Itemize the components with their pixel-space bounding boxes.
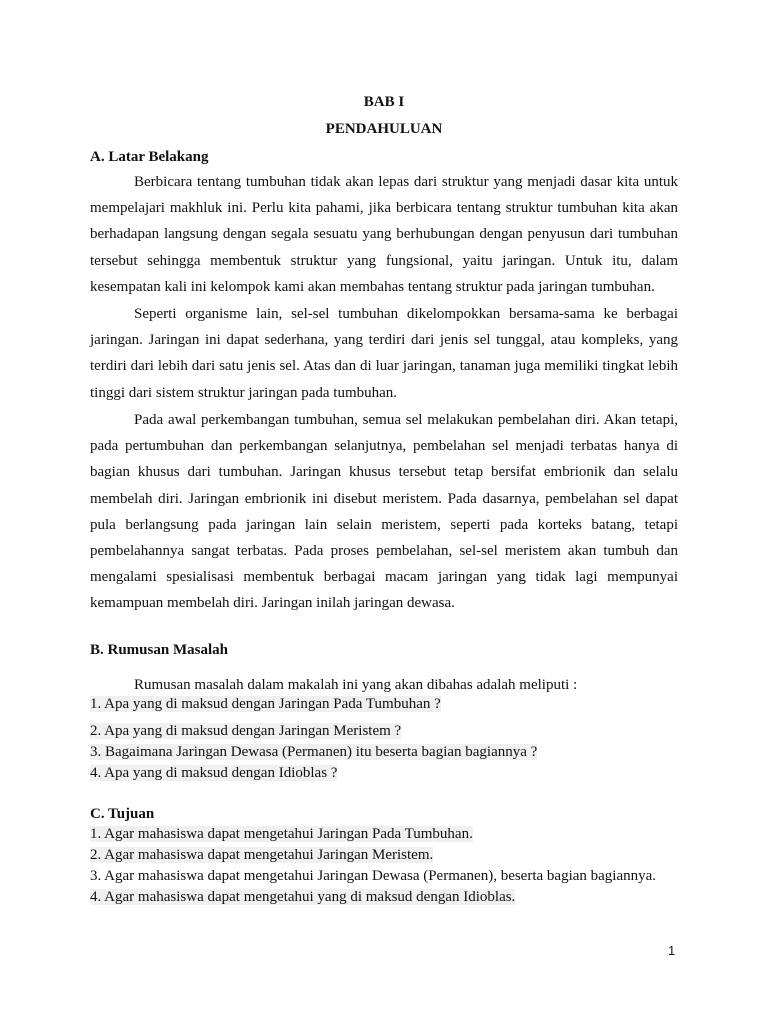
chapter-title: PENDAHULUAN	[325, 121, 443, 137]
paragraph-1: Berbicara tentang tumbuhan tidak akan lepas dari struktur yang menjadi dasar kita untuk mempelajari makhluk ini. Perlu kita pahami, jika berbicara tentang struktur tumbuhan kita akan berhadapan langsung dengan segala sesuatu yang berhubungan dengan penyusun dari tumbuhan tersebut sehingga membentuk struktur yang fungsional, yaitu jaringan. Untuk itu, dalam kesempatan kali ini kelompok kami akan membahas tentang struktur pada jaringan tumbuhan.	[90, 174, 678, 295]
chapter-number: BAB I	[363, 94, 405, 110]
rumusan-item-2	[90, 722, 401, 740]
rumusan-item-1	[90, 695, 441, 713]
rumusan-item-3	[90, 743, 537, 761]
section-c-heading: C. Tujuan	[90, 806, 155, 822]
paragraph-2: Seperti organisme lain, sel-sel tumbuhan dikelompokkan bersama-sama ke berbagai jaringan. Jaringan ini dapat sederhana, yang terdiri dari jenis sel tunggal, atau kompleks, yang terdiri dari lebih dari satu jenis sel. Atas dan di luar jaringan, tanaman juga memiliki tingkat lebih tinggi dari sistem struktur jaringan pada tumbuhan.	[90, 306, 678, 401]
tujuan-item-3-text: 3. Agar mahasiswa dapat mengetahui Jaringan Dewasa (Permanen), beserta bagian bagiannya.	[90, 868, 657, 884]
rumusan-item-4-text: 4. Apa yang di maksud dengan Idioblas ?	[90, 765, 338, 781]
paragraph-3: Pada awal perkembangan tumbuhan, semua sel melakukan pembelahan diri. Akan tetapi, pada pertumbuhan dan perkembangan selanjutnya, pembelahan sel menjadi terbatas hanya di bagian khusus dari tumbuhan. Jaringan khusus tersebut tetap bersifat embrionik dan selalu membelah diri. Jaringan embrionik ini disebut meristem. Pada dasarnya, pembelahan sel dapat pula berlangsung pada jaringan lain selain meristem, seperti pada korteks batang, tetapi pembelahannya sangat terbatas. Pada proses pembelahan, sel-sel meristem akan tumbuh dan mengalami spesialisasi membentuk berbagai macam jaringan yang tidak lagi mempunyai kemampuan membelah diri. Jaringan inilah jaringan dewasa.	[90, 412, 678, 612]
rumusan-item-2-text: 2. Apa yang di maksud dengan Jaringan Meristem ?	[90, 723, 402, 739]
rumusan-item-4	[90, 764, 337, 782]
tujuan-item-2	[90, 846, 433, 864]
tujuan-item-1-text: 1. Agar mahasiswa dapat mengetahui Jaringan Pada Tumbuhan.	[90, 826, 473, 842]
rumusan-intro: Rumusan masalah dalam makalah ini yang akan dibahas adalah meliputi :	[134, 677, 578, 693]
rumusan-item-3-text: 3. Bagaimana Jaringan Dewasa (Permanen) itu beserta bagian bagiannya ?	[90, 744, 538, 760]
tujuan-item-3	[90, 867, 656, 885]
section-b-heading: B. Rumusan Masalah	[90, 642, 228, 658]
tujuan-item-2-text: 2. Agar mahasiswa dapat mengetahui Jaringan Meristem.	[90, 847, 434, 863]
tujuan-item-4	[90, 888, 515, 906]
section-a-heading: A. Latar Belakang	[90, 149, 209, 165]
rumusan-item-1-text: 1. Apa yang di maksud dengan Jaringan Pada Tumbuhan ?	[90, 696, 441, 712]
tujuan-item-4-text: 4. Agar mahasiswa dapat mengetahui yang di maksud dengan Idioblas.	[90, 889, 516, 905]
tujuan-item-1	[90, 825, 473, 843]
page-number: 1	[668, 943, 676, 958]
